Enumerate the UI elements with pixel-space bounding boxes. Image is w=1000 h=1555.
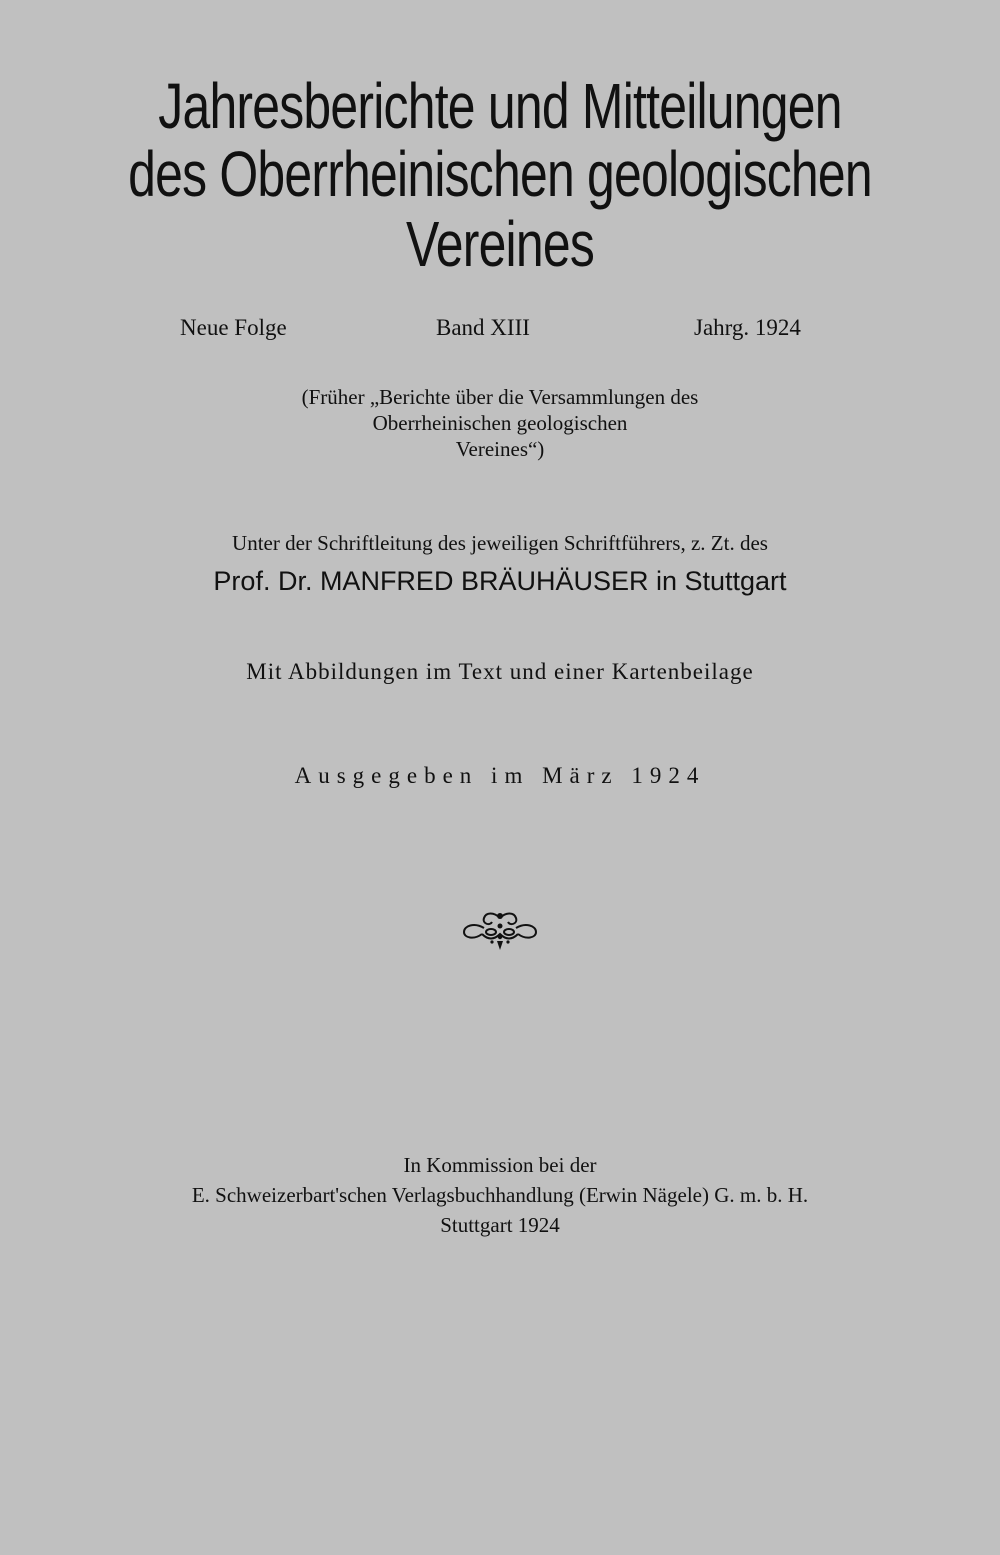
former-title-line-1: (Früher „Berichte über die Versammlungen des [301,385,699,409]
journal-title [0,72,1000,278]
former-title-note [0,384,1000,462]
publisher-line-2: E. Schweizerbart'schen Verlagsbuchhandlung (Erwin Nägele) G. m. b. H. [191,1183,809,1207]
publisher-line-1: In Kommission bei der [403,1153,597,1177]
series-label: Neue Folge [180,315,287,340]
fleuron-ornament-icon [460,910,540,954]
journal-title-line-2: des Oberrheinischen geologischen [128,138,872,210]
publisher-line-3: Stuttgart 1924 [440,1213,560,1237]
volume-label: Band XIII [436,315,530,340]
publisher-block [0,1150,1000,1240]
journal-title-line-3: Vereines [405,208,595,280]
volume-info-row [0,315,1000,349]
issue-date: Ausgegeben im März 1924 [294,763,706,788]
editorship-line: Unter der Schriftleitung des jeweiligen Schriftführers, z. Zt. des [232,531,768,555]
year-label: Jahrg. 1924 [694,315,801,340]
editor-name: Prof. Dr. MANFRED BRÄUHÄUSER in Stuttgart [213,566,787,596]
illustrations-note: Mit Abbildungen im Text und einer Kartenbeilage [246,659,754,684]
former-title-line-2: Oberrheinischen geologischen [372,411,628,435]
former-title-line-3: Vereines“) [455,437,545,461]
journal-title-line-1: Jahresberichte und Mitteilungen [158,70,842,142]
